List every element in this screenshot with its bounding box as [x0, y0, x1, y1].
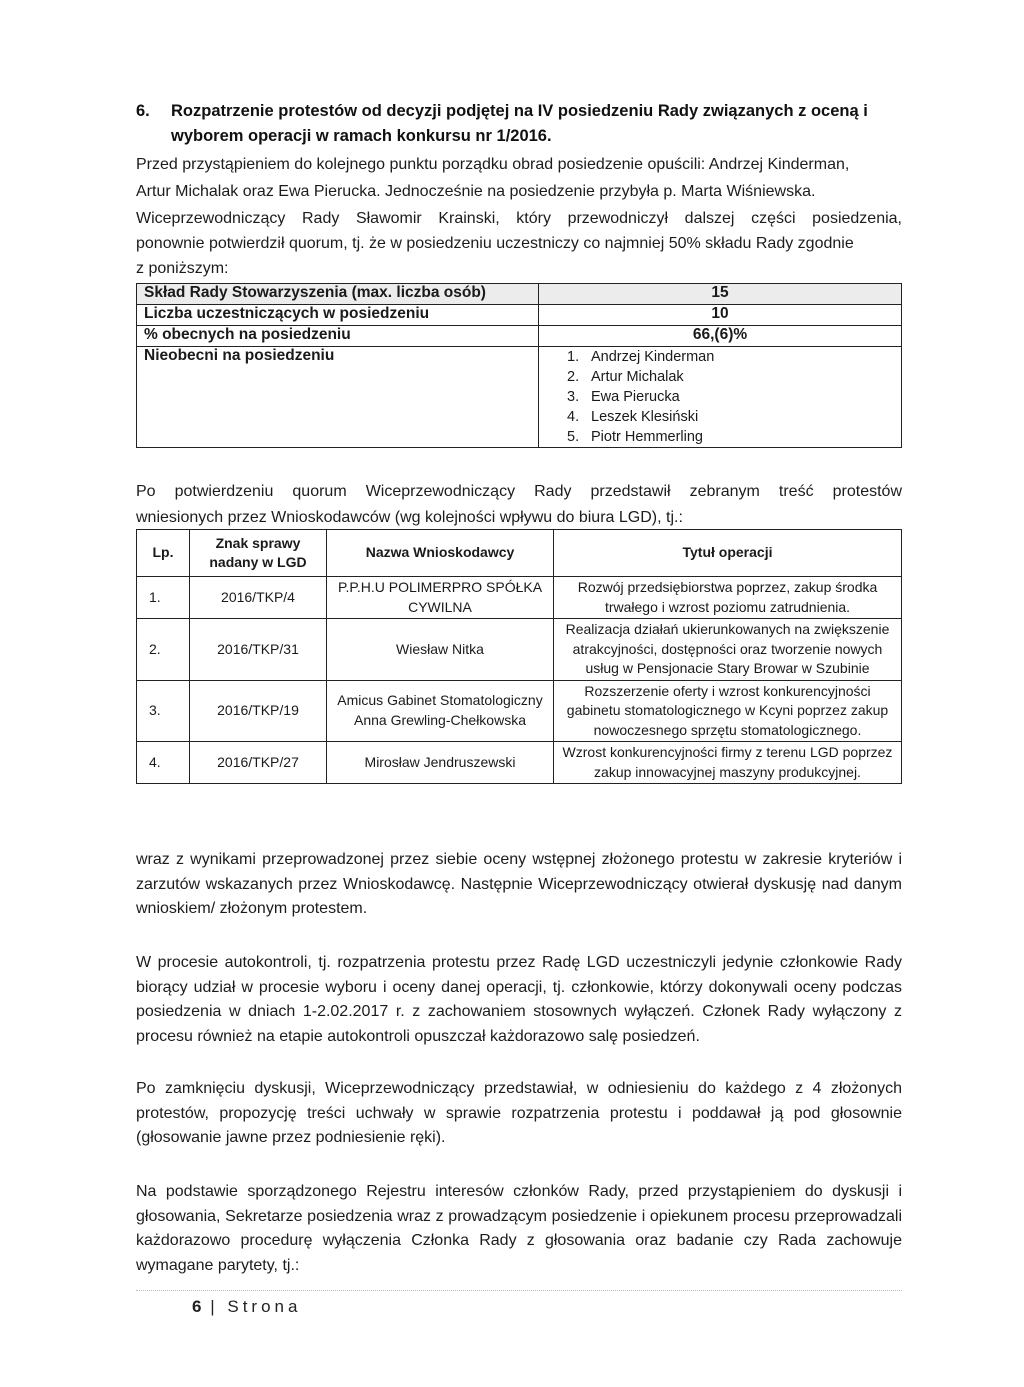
cell-operation-title: Wzrost konkurencyjności firmy z terenu LGD poprzez zakup innowacyjnej maszyny produkcyjnej.	[554, 742, 902, 784]
absent-item	[567, 427, 901, 447]
quorum-table	[136, 283, 902, 448]
cell-lp: 1.	[137, 577, 190, 619]
absent-item	[567, 367, 901, 387]
absent-name: Artur Michalak	[591, 369, 684, 385]
absent-number: 1.	[567, 349, 580, 365]
section-title-line-1: Rozpatrzenie protestów od decyzji podjętej na IV posiedzeniu Rady związanych z oceną i	[171, 102, 868, 120]
header-operation-title: Tytuł operacji	[554, 530, 902, 577]
quorum-value: 10	[539, 305, 902, 326]
quorum-row-absent	[137, 347, 902, 448]
absent-number: 5.	[567, 429, 580, 445]
cell-case-sign: 2016/TKP/31	[190, 619, 327, 681]
table-row	[137, 680, 902, 742]
paragraph-3: Po zamknięciu dyskusji, Wiceprzewodniczący przedstawiał, w odniesieniu do każdego z 4 złożonych protestów, propozycję treści uchwały w sprawie rozpatrzenia protestu i poddawał ją pod głosownie (głosowanie jawne przez podniesienie ręki).	[136, 1080, 902, 1146]
cell-applicant: Wiesław Nitka	[327, 619, 554, 681]
absent-name: Andrzej Kinderman	[591, 349, 715, 365]
section-number: 6.	[136, 102, 150, 120]
cell-case-sign: 2016/TKP/4	[190, 577, 327, 619]
footer-rule	[136, 1290, 902, 1291]
cell-lp: 4.	[137, 742, 190, 784]
absent-name: Piotr Hemmerling	[591, 429, 703, 445]
section-title-line-2: wyborem operacji w ramach konkursu nr 1/2016.	[171, 127, 552, 145]
absent-number: 4.	[567, 409, 580, 425]
table-row	[137, 619, 902, 681]
quorum-value: 66,(6)%	[539, 326, 902, 347]
intro-line-2: Artur Michalak oraz Ewa Pierucka. Jednocześnie na posiedzenie przybyła p. Marta Wiśniewska.	[136, 183, 816, 200]
page-number: 6	[192, 1297, 202, 1316]
quorum-label: % obecnych na posiedzeniu	[137, 326, 539, 347]
paragraph-2: W procesie autokontroli, tj. rozpatrzenia protestu przez Radę LGD uczestniczyli jedynie członkowie Rady biorący udział w procesie wyboru i oceny danej operacji, tj. członkowie, którzy dokonywali oceny podczas posiedzenia w dniach 1-2.02.2017 r. z zachowaniem stosownych wyłączeń. Członek Rady wyłączony z procesu również na etapie autokontroli opuszczał każdorazowo salę posiedzeń.	[136, 954, 902, 1045]
after-quorum-line-2: wniesionych przez Wnioskodawców (wg kolejności wpływu do biura LGD), tj.:	[136, 509, 683, 526]
page-footer	[192, 1297, 301, 1317]
after-quorum-line-1: Po potwierdzeniu quorum Wiceprzewodniczący Rady przedstawił zebranym treść protestów	[136, 483, 902, 500]
cell-lp: 3.	[137, 680, 190, 742]
intro-line-1: Przed przystąpieniem do kolejnego punktu porządku obrad posiedzenie opuścili: Andrzej Kinderman,	[136, 156, 850, 173]
absent-number: 3.	[567, 389, 580, 405]
absent-name: Ewa Pierucka	[591, 389, 680, 405]
quorum-label: Skład Rady Stowarzyszenia (max. liczba osób)	[137, 284, 539, 305]
absent-label: Nieobecni na posiedzeniu	[137, 347, 539, 448]
absent-item	[567, 387, 901, 407]
cell-applicant: P.P.H.U POLIMERPRO SPÓŁKA CYWILNA	[327, 577, 554, 619]
header-lp: Lp.	[137, 530, 190, 577]
protests-table	[136, 529, 902, 784]
absent-list	[539, 347, 901, 447]
cell-operation-title: Realizacja działań ukierunkowanych na zwiększenie atrakcyjności, dostępności oraz tworzenie nowych usług w Pensjonacie Stary Browar w Szubinie	[554, 619, 902, 681]
absent-number: 2.	[567, 369, 580, 385]
paragraph-1: wraz z wynikami przeprowadzonej przez siebie oceny wstępnej złożonego protestu w zakresie kryteriów i zarzutów wskazanych przez Wnioskodawcę. Następnie Wiceprzewodniczący otwierał dyskusję nad danym wnioskiem/ złożonym protestem.	[136, 851, 902, 917]
absent-name: Leszek Klesiński	[591, 409, 699, 425]
cell-case-sign: 2016/TKP/19	[190, 680, 327, 742]
absent-cell	[539, 347, 902, 448]
absent-item	[567, 407, 901, 427]
intro-line-3: Wiceprzewodniczący Rady Sławomir Krainski, który przewodniczył dalszej części posiedzenia,	[136, 210, 902, 227]
protests-header-row	[137, 530, 902, 577]
intro-line-4: ponownie potwierdził quorum, tj. że w posiedzeniu uczestniczy co najmniej 50% składu Rady zgodnie	[136, 235, 854, 252]
quorum-row	[137, 284, 902, 305]
cell-operation-title: Rozszerzenie oferty i wzrost konkurencyjności gabinetu stomatologicznego w Kcyni poprzez zakup nowoczesnego sprzętu stomatologicznego.	[554, 680, 902, 742]
footer-separator: |	[210, 1297, 219, 1316]
quorum-label: Liczba uczestniczących w posiedzeniu	[137, 305, 539, 326]
intro-line-5: z poniższym:	[136, 260, 229, 277]
cell-operation-title: Rozwój przedsiębiorstwa poprzez, zakup środka trwałego i wzrost poziomu zatrudnienia.	[554, 577, 902, 619]
quorum-row	[137, 326, 902, 347]
cell-applicant: Mirosław Jendruszewski	[327, 742, 554, 784]
cell-case-sign: 2016/TKP/27	[190, 742, 327, 784]
absent-item	[567, 347, 901, 367]
table-row	[137, 742, 902, 784]
footer-label: Strona	[227, 1297, 302, 1316]
header-applicant: Nazwa Wnioskodawcy	[327, 530, 554, 577]
quorum-row	[137, 305, 902, 326]
header-case-sign: Znak sprawy nadany w LGD	[190, 530, 327, 577]
quorum-value: 15	[539, 284, 902, 305]
cell-lp: 2.	[137, 619, 190, 681]
paragraph-4: Na podstawie sporządzonego Rejestru interesów członków Rady, przed przystąpieniem do dyskusji i głosowania, Sekretarze posiedzenia wraz z prowadzącym posiedzenie i opiekunem procesu przeprowadzali każdorazowo procedurę wyłączenia Członka Rady z głosowania oraz badanie czy Rada zachowuje wymagane parytety, tj.:	[136, 1183, 902, 1274]
cell-applicant: Amicus Gabinet Stomatologiczny Anna Grewling-Chełkowska	[327, 680, 554, 742]
table-row	[137, 577, 902, 619]
